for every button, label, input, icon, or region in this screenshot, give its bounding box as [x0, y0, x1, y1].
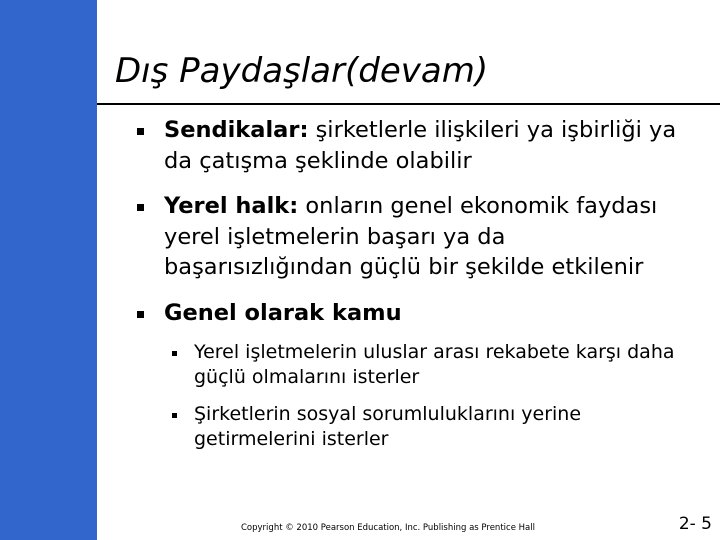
bullet-item-local-community [137, 191, 697, 283]
bullet-item-unions [137, 115, 697, 176]
bullet-term: Yerel halk: [164, 193, 299, 219]
square-bullet-icon [137, 311, 144, 318]
bullet-item-general-public [137, 298, 697, 329]
title-underline [97, 103, 720, 105]
small-square-bullet-icon [172, 413, 177, 418]
small-square-bullet-icon [172, 351, 177, 356]
page-number: 2- 5 [678, 514, 712, 534]
sub-bullet-item [172, 402, 692, 452]
bullet-body: onların genel ekonomik faydası yerel işletmelerin başarı ya da başarısızlığından güçlü bir şekilde etkilenir [164, 193, 658, 280]
sub-bullet-text: Şirketlerin sosyal sorumluluklarını yerine getirmelerini isterler [194, 403, 582, 450]
sub-bullet-text: Yerel işletmelerin uluslar arası rekabete karşı daha güçlü olmalarını isterler [194, 341, 675, 388]
bullet-text [164, 191, 694, 283]
bullet-body: şirketlerle ilişkileri ya işbirliği ya da çatışma şeklinde olabilir [164, 117, 677, 174]
bullet-text [164, 298, 694, 329]
slide-title: Dış Paydaşlar(devam) [115, 51, 489, 91]
square-bullet-icon [137, 204, 144, 211]
bullet-term: Sendikalar: [164, 117, 309, 143]
footer-copyright: Copyright © 2010 Pearson Education, Inc. Publishing as Prentice Hall [241, 523, 535, 533]
square-bullet-icon [137, 128, 144, 135]
bullet-term: Genel olarak kamu [164, 300, 402, 326]
sub-bullet-item [172, 340, 692, 390]
bullet-text [164, 115, 694, 176]
slide-sidebar-band [0, 0, 97, 540]
